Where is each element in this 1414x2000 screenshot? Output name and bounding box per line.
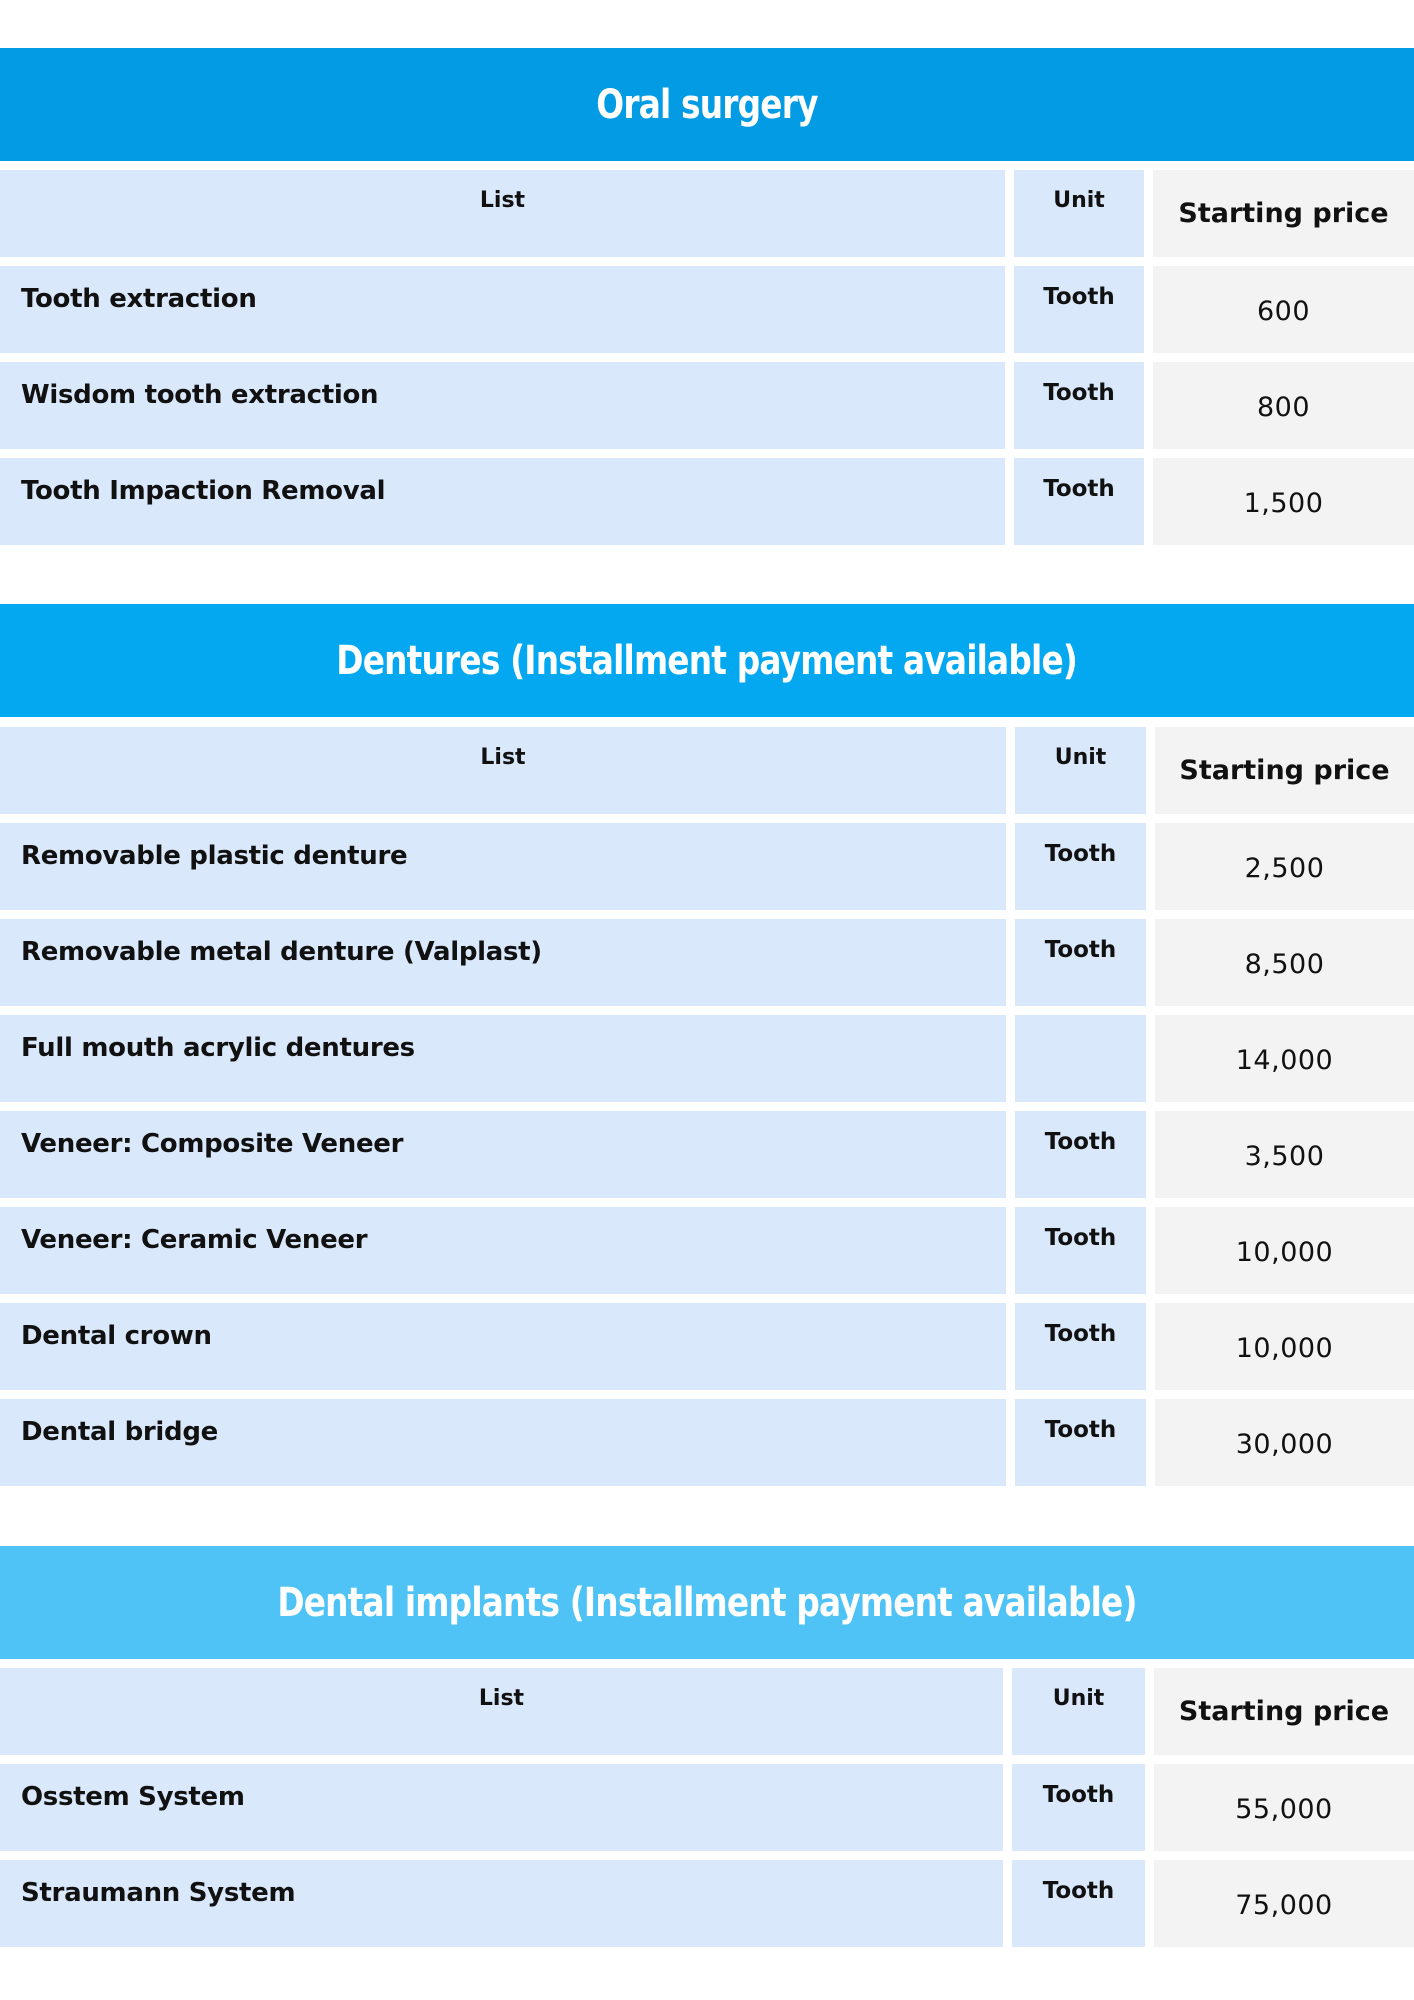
row-unit: Tooth [1014,362,1144,449]
header-starting-price: Starting price [1153,170,1414,257]
row-price: 600 [1153,266,1414,353]
row-item: Osstem System [0,1764,1003,1851]
row-item: Dental bridge [0,1399,1006,1486]
row-item: Tooth extraction [0,266,1005,353]
row-item: Straumann System [0,1860,1003,1947]
row-price: 8,500 [1155,919,1414,1006]
row-price: 800 [1153,362,1414,449]
row-unit: Tooth [1014,458,1144,545]
row-unit: Tooth [1015,919,1146,1006]
section-dental-implants [0,1546,1414,1950]
section-oral-surgery [0,48,1414,548]
row-price: 14,000 [1155,1015,1414,1102]
row-price: 10,000 [1155,1303,1414,1390]
section-dentures [0,604,1414,1488]
section-title: Dental implants (Installment payment available) [0,1546,1414,1659]
row-item: Wisdom tooth extraction [0,362,1005,449]
row-price: 10,000 [1155,1207,1414,1294]
header-unit: Unit [1014,170,1144,257]
row-price: 55,000 [1154,1764,1414,1851]
row-item: Veneer: Composite Veneer [0,1111,1006,1198]
header-starting-price: Starting price [1154,1668,1414,1755]
header-unit: Unit [1015,727,1146,814]
row-price: 1,500 [1153,458,1414,545]
row-item: Removable plastic denture [0,823,1006,910]
row-item: Removable metal denture (Valplast) [0,919,1006,1006]
header-list: List [0,727,1006,814]
row-item: Full mouth acrylic dentures [0,1015,1006,1102]
row-unit: Tooth [1012,1860,1145,1947]
section-title: Oral surgery [0,48,1414,161]
header-starting-price: Starting price [1155,727,1414,814]
row-price: 3,500 [1155,1111,1414,1198]
row-price: 30,000 [1155,1399,1414,1486]
row-unit: Tooth [1015,1303,1146,1390]
section-title: Dentures (Installment payment available) [0,604,1414,717]
row-unit: Tooth [1015,1207,1146,1294]
header-unit: Unit [1012,1668,1145,1755]
row-unit: Tooth [1015,1399,1146,1486]
row-unit: Tooth [1015,823,1146,910]
header-list: List [0,170,1005,257]
row-unit: Tooth [1012,1764,1145,1851]
row-unit: Tooth [1014,266,1144,353]
row-item: Tooth Impaction Removal [0,458,1005,545]
header-list: List [0,1668,1003,1755]
row-price: 2,500 [1155,823,1414,910]
row-item: Veneer: Ceramic Veneer [0,1207,1006,1294]
row-price: 75,000 [1154,1860,1414,1947]
row-unit: Tooth [1015,1111,1146,1198]
row-unit [1015,1015,1146,1102]
row-item: Dental crown [0,1303,1006,1390]
